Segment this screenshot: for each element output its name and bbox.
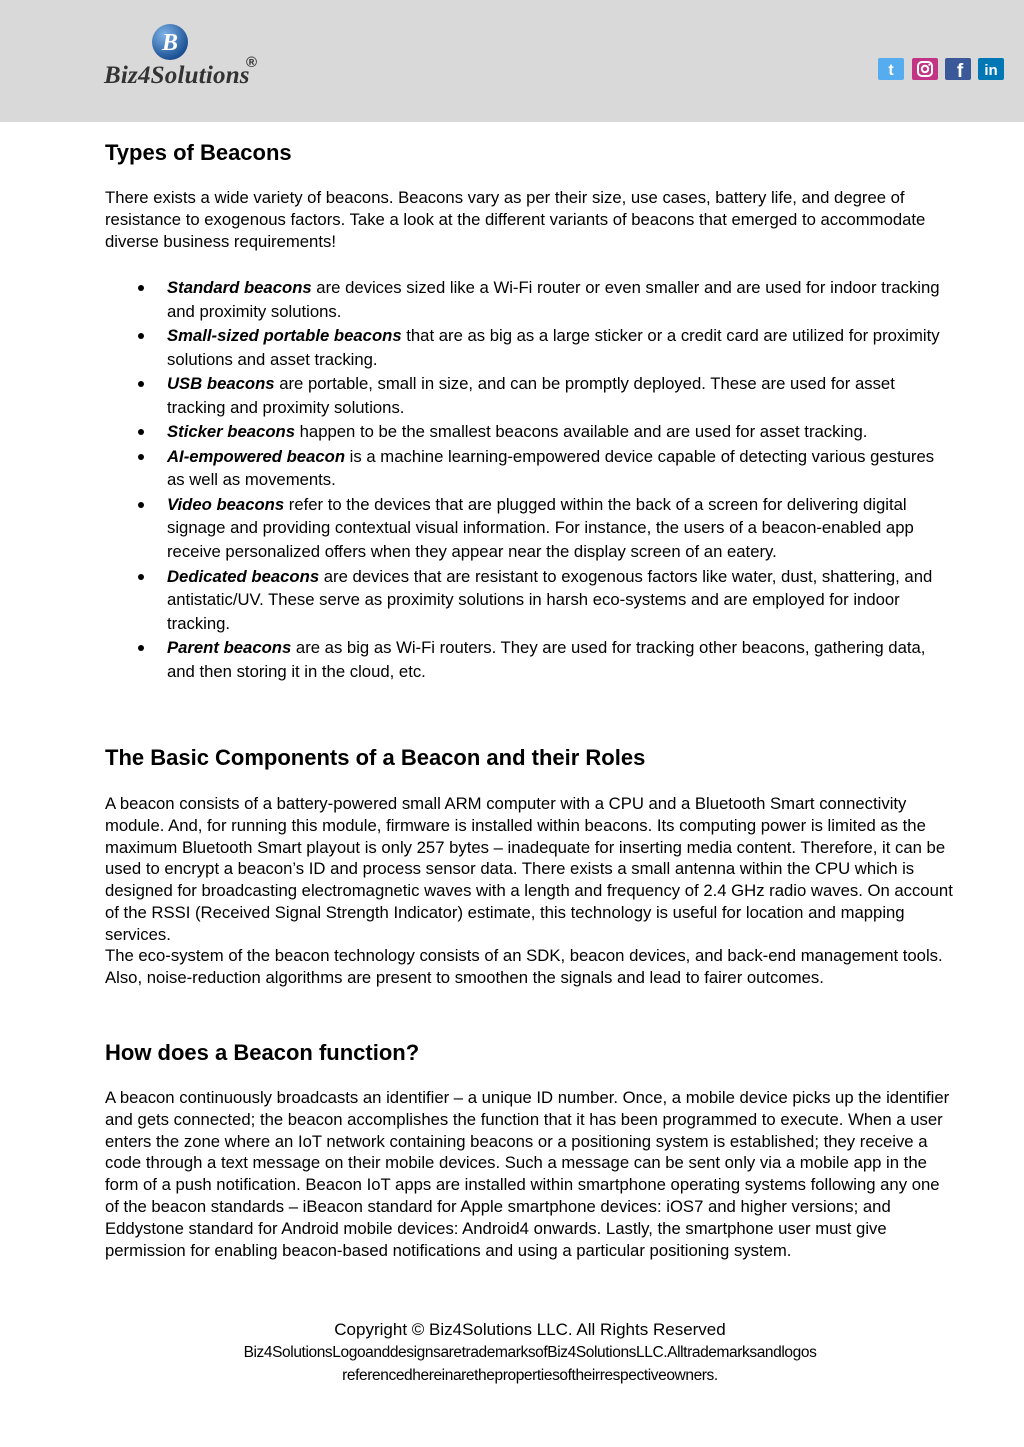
section-body-function: A beacon continuously broadcasts an identifier – a unique ID number. Once, a mobile device picks up the identifier and gets connected; the beacon accomplishes the function that it has been programmed to execute. When a user enters the zone where an IoT network containing beacons or a positioning system is established; they receive a code through a text message on their mobile devices. Such a message can be sent only via a mobile app in the form of a push notification. Beacon IoT apps are installed within smartphone operating systems following any one of the beacon standards – iBeacon standard for Apple smartphone devices: iOS7 and higher versions; and Eddystone standard for Android mobile devices: Android4 onwards. Lastly, the smartphone user must give permission for enabling beacon-based notifications and using a particular positioning system. — [105, 1088, 950, 1260]
beacon-types-list — [105, 276, 955, 685]
bullet-icon — [138, 333, 144, 339]
linkedin-icon[interactable] — [978, 58, 1004, 80]
logo-wordmark: Biz4Solutions — [104, 62, 250, 89]
list-item-term: AI-empowered beacon — [167, 446, 346, 466]
list-item-term: Dedicated beacons — [167, 566, 320, 586]
bullet-icon — [138, 574, 144, 580]
list-item — [105, 372, 955, 420]
list-item-term: Standard beacons — [167, 278, 312, 297]
section-body-components: A beacon consists of a battery-powered small ARM computer with a CPU and a Bluetooth Smart connectivity module. And, for running this module, firmware is installed within beacons. Its computing power is limited as the maximum Bluetooth Smart playout is only 257 bytes – inadequate for inserting media content. Therefore, it can be used to encrypt a beacon’s ID and process sensor data. There exists a small antenna within the CPU which is designed for broadcasting electromagnetic waves with a length and frequency of 2.4 GHz radio waves. On account of the RSSI (Received Signal Strength Indicator) estimate, this technology is useful for location and mapping services. — [105, 794, 953, 944]
list-item-text: are devices sized like a Wi-Fi router or even smaller and are used for indoor tracking and proximity solutions. — [167, 278, 940, 321]
list-item-text: are devices that are resistant to exogenous factors like water, dust, shattering, and antistatic/UV. These serve as proximity solutions in harsh eco-systems and are employed for indoor tracking. — [167, 566, 933, 634]
twitter-icon[interactable] — [878, 58, 904, 80]
bullet-icon — [138, 381, 144, 387]
footer-trademark-line2: referencedhereinarethepropertiesoftheirrespectiveowners. — [342, 1367, 718, 1384]
logo-emblem-icon — [150, 22, 190, 62]
page-header — [0, 0, 1024, 122]
list-item — [105, 276, 955, 324]
list-item — [105, 420, 955, 444]
bullet-icon — [138, 454, 144, 460]
list-item-term: Sticker beacons — [167, 422, 295, 442]
list-item-text: are as big as Wi-Fi routers. They are used for tracking other beacons, gathering data, and then storing it in the cloud, etc. — [167, 638, 926, 682]
list-item — [105, 565, 955, 636]
list-item-text: refer to the devices that are plugged within the back of a screen for delivering digital signage and providing contextual visual information. For instance, the users of a beacon-enabled app receive personalized offers when they appear near the display screen of an eatery. — [167, 494, 914, 562]
svg-text:in: in — [984, 62, 998, 79]
list-item-term: Parent beacons — [167, 638, 292, 658]
footer-trademark-line1: Biz4SolutionsLogoanddesignsaretrademarksofBiz4SolutionsLLC.Alltrademarksandlogos — [243, 1344, 817, 1361]
section-body-components-2: The eco-system of the beacon technology consists of an SDK, beacon devices, and back-end management tools. Also, noise-reduction algorithms are present to smoothen the signals and lead to fairer outcomes. — [105, 946, 943, 987]
bullet-icon — [138, 645, 144, 651]
registered-mark: ® — [246, 54, 258, 71]
list-item-text: are portable, small in size, and can be promptly deployed. These are used for asset tracking and proximity solutions. — [167, 374, 895, 417]
svg-text:t: t — [888, 62, 894, 79]
bullet-icon — [138, 285, 144, 291]
list-item-text: happen to be the smallest beacons available and are used for asset tracking. — [295, 422, 868, 442]
list-item-term: Small-sized portable beacons — [167, 326, 402, 346]
list-item-text: is a machine learning-empowered device capable of detecting various gestures as well as movements. — [167, 446, 935, 490]
section-heading-components: The Basic Components of a Beacon and their Roles — [105, 745, 646, 770]
footer-copyright: Copyright © Biz4Solutions LLC. All Rights Reserved — [334, 1320, 726, 1339]
instagram-icon[interactable] — [912, 58, 938, 80]
facebook-icon[interactable] — [945, 58, 971, 80]
list-item-term: Video beacons — [167, 494, 285, 514]
svg-text:f: f — [956, 61, 964, 80]
list-item-term: USB beacons — [167, 374, 275, 394]
svg-text:B: B — [161, 30, 179, 56]
section-heading-types: Types of Beacons — [105, 140, 292, 165]
list-item — [105, 324, 955, 372]
list-item-text: that are as big as a large sticker or a credit card are utilized for proximity solutions and asset tracking. — [167, 326, 940, 369]
list-item — [105, 493, 955, 564]
list-item — [105, 636, 955, 684]
bullet-icon — [138, 429, 144, 435]
section-heading-function: How does a Beacon function? — [105, 1040, 420, 1065]
company-logo[interactable] — [104, 22, 264, 92]
list-item — [105, 445, 955, 493]
bullet-icon — [138, 502, 144, 508]
section-intro-types: There exists a wide variety of beacons. Beacons vary as per their size, use cases, battery life, and degree of resistance to exogenous factors. Take a look at the different variants of beacons that emerged to accommodate diverse business requirements! — [105, 188, 926, 251]
